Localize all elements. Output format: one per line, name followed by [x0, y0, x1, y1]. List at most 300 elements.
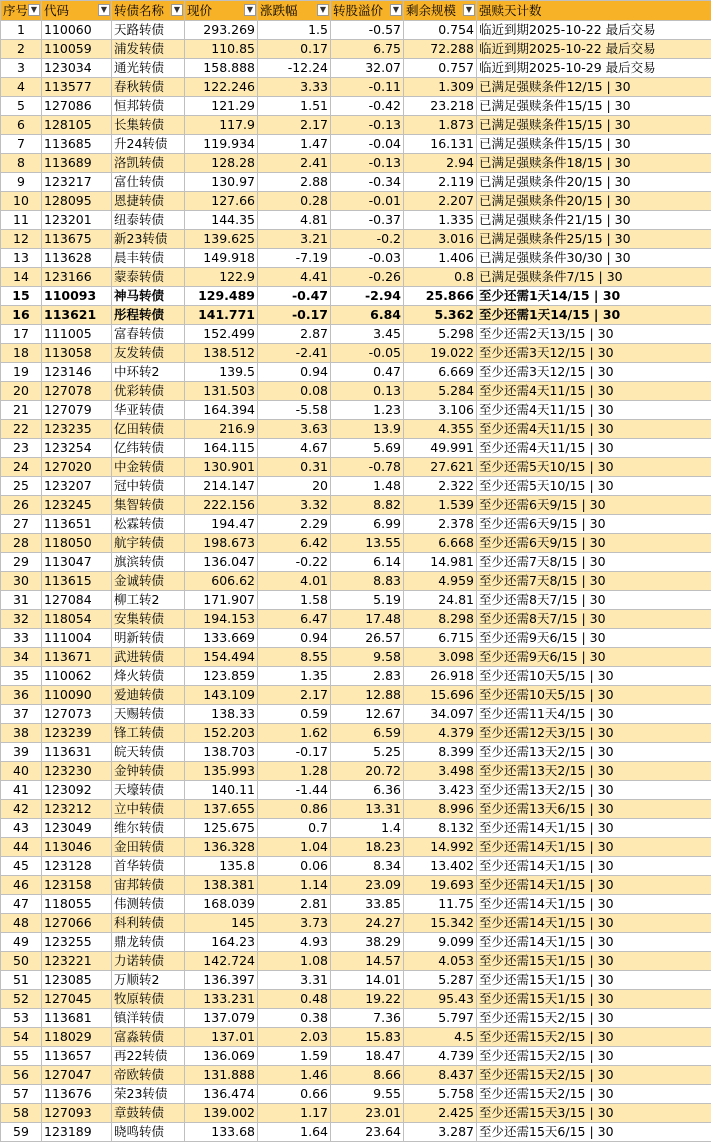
change-pct-cell[interactable]: 3.21 — [258, 230, 331, 249]
premium-pct-cell[interactable]: -0.37 — [331, 211, 404, 230]
premium-pct-cell[interactable]: 6.36 — [331, 781, 404, 800]
table-row[interactable] — [1, 477, 711, 496]
redemption-status-cell[interactable]: 至少还需3天12/15 | 30 — [477, 363, 711, 382]
bond-name-cell[interactable]: 宙邦转债 — [112, 876, 185, 895]
bond-name-cell[interactable]: 优彩转债 — [112, 382, 185, 401]
bond-name-cell[interactable]: 恒邦转债 — [112, 97, 185, 116]
price-cell[interactable]: 127.66 — [185, 192, 258, 211]
bond-code-cell[interactable]: 111005 — [42, 325, 112, 344]
table-row[interactable] — [1, 952, 711, 971]
price-cell[interactable]: 117.9 — [185, 116, 258, 135]
remaining-size-cell[interactable]: 2.94 — [404, 154, 477, 173]
price-cell[interactable]: 122.9 — [185, 268, 258, 287]
change-pct-cell[interactable]: -1.44 — [258, 781, 331, 800]
redemption-status-cell[interactable]: 至少还需14天1/15 | 30 — [477, 914, 711, 933]
bond-name-cell[interactable]: 伟测转债 — [112, 895, 185, 914]
table-row[interactable] — [1, 971, 711, 990]
price-cell[interactable]: 139.002 — [185, 1104, 258, 1123]
price-cell[interactable]: 138.33 — [185, 705, 258, 724]
change-pct-cell[interactable]: 1.17 — [258, 1104, 331, 1123]
table-row[interactable] — [1, 629, 711, 648]
filter-dropdown-icon[interactable]: ▼ — [244, 4, 256, 16]
price-cell[interactable]: 125.675 — [185, 819, 258, 838]
row-index-cell[interactable]: 21 — [1, 401, 42, 420]
table-row[interactable] — [1, 572, 711, 591]
price-cell[interactable]: 143.109 — [185, 686, 258, 705]
bond-code-cell[interactable]: 127079 — [42, 401, 112, 420]
row-index-cell[interactable]: 14 — [1, 268, 42, 287]
redemption-status-cell[interactable]: 临近到期2025-10-29 最后交易 — [477, 59, 711, 78]
bond-code-cell[interactable]: 113689 — [42, 154, 112, 173]
remaining-size-cell[interactable]: 24.81 — [404, 591, 477, 610]
bond-code-cell[interactable]: 123158 — [42, 876, 112, 895]
table-row[interactable] — [1, 59, 711, 78]
redemption-status-cell[interactable]: 至少还需13天2/15 | 30 — [477, 781, 711, 800]
change-pct-cell[interactable]: 1.28 — [258, 762, 331, 781]
table-row[interactable] — [1, 743, 711, 762]
redemption-status-cell[interactable]: 已满足强赎条件18/15 | 30 — [477, 154, 711, 173]
premium-pct-cell[interactable]: 26.57 — [331, 629, 404, 648]
price-cell[interactable]: 164.394 — [185, 401, 258, 420]
remaining-size-cell[interactable]: 8.298 — [404, 610, 477, 629]
remaining-size-cell[interactable]: 4.053 — [404, 952, 477, 971]
premium-pct-cell[interactable]: 3.45 — [331, 325, 404, 344]
bond-code-cell[interactable]: 113615 — [42, 572, 112, 591]
redemption-status-cell[interactable]: 至少还需1天14/15 | 30 — [477, 306, 711, 325]
redemption-status-cell[interactable]: 至少还需15天1/15 | 30 — [477, 990, 711, 1009]
row-index-cell[interactable]: 17 — [1, 325, 42, 344]
premium-pct-cell[interactable]: 18.23 — [331, 838, 404, 857]
bond-code-cell[interactable]: 123201 — [42, 211, 112, 230]
table-row[interactable] — [1, 667, 711, 686]
premium-pct-cell[interactable]: -0.11 — [331, 78, 404, 97]
table-row[interactable] — [1, 1066, 711, 1085]
bond-code-cell[interactable]: 127020 — [42, 458, 112, 477]
row-index-cell[interactable]: 56 — [1, 1066, 42, 1085]
premium-pct-cell[interactable]: -0.01 — [331, 192, 404, 211]
bond-name-cell[interactable]: 镇洋转债 — [112, 1009, 185, 1028]
bond-code-cell[interactable]: 110062 — [42, 667, 112, 686]
remaining-size-cell[interactable]: 3.287 — [404, 1123, 477, 1142]
row-index-cell[interactable]: 47 — [1, 895, 42, 914]
bond-code-cell[interactable]: 123034 — [42, 59, 112, 78]
bond-code-cell[interactable]: 110093 — [42, 287, 112, 306]
change-pct-cell[interactable]: 3.73 — [258, 914, 331, 933]
premium-pct-cell[interactable]: 5.69 — [331, 439, 404, 458]
bond-code-cell[interactable]: 128105 — [42, 116, 112, 135]
row-index-cell[interactable]: 52 — [1, 990, 42, 1009]
price-cell[interactable]: 145 — [185, 914, 258, 933]
row-index-cell[interactable]: 1 — [1, 21, 42, 40]
bond-name-cell[interactable]: 天壕转债 — [112, 781, 185, 800]
filter-dropdown-icon[interactable]: ▼ — [390, 4, 402, 16]
price-cell[interactable]: 216.9 — [185, 420, 258, 439]
change-pct-cell[interactable]: -0.17 — [258, 306, 331, 325]
remaining-size-cell[interactable]: 15.342 — [404, 914, 477, 933]
bond-code-cell[interactable]: 127086 — [42, 97, 112, 116]
price-cell[interactable]: 130.901 — [185, 458, 258, 477]
redemption-status-cell[interactable]: 至少还需3天12/15 | 30 — [477, 344, 711, 363]
change-pct-cell[interactable]: 6.47 — [258, 610, 331, 629]
table-row[interactable] — [1, 363, 711, 382]
row-index-cell[interactable]: 58 — [1, 1104, 42, 1123]
row-index-cell[interactable]: 22 — [1, 420, 42, 439]
premium-pct-cell[interactable]: 13.9 — [331, 420, 404, 439]
change-pct-cell[interactable]: 1.35 — [258, 667, 331, 686]
change-pct-cell[interactable]: 0.94 — [258, 629, 331, 648]
change-pct-cell[interactable]: 20 — [258, 477, 331, 496]
change-pct-cell[interactable]: 0.7 — [258, 819, 331, 838]
redemption-status-cell[interactable]: 至少还需9天6/15 | 30 — [477, 629, 711, 648]
redemption-status-cell[interactable]: 已满足强赎条件7/15 | 30 — [477, 268, 711, 287]
bond-name-cell[interactable]: 蒙泰转债 — [112, 268, 185, 287]
column-header[interactable] — [112, 1, 185, 21]
premium-pct-cell[interactable]: 33.85 — [331, 895, 404, 914]
row-index-cell[interactable]: 54 — [1, 1028, 42, 1047]
bond-code-cell[interactable]: 113685 — [42, 135, 112, 154]
premium-pct-cell[interactable]: 1.4 — [331, 819, 404, 838]
redemption-status-cell[interactable]: 已满足强赎条件15/15 | 30 — [477, 135, 711, 154]
redemption-status-cell[interactable]: 至少还需14天1/15 | 30 — [477, 857, 711, 876]
table-row[interactable] — [1, 933, 711, 952]
change-pct-cell[interactable]: 4.67 — [258, 439, 331, 458]
remaining-size-cell[interactable]: 2.378 — [404, 515, 477, 534]
change-pct-cell[interactable]: 2.17 — [258, 686, 331, 705]
row-index-cell[interactable]: 59 — [1, 1123, 42, 1142]
table-row[interactable] — [1, 173, 711, 192]
price-cell[interactable]: 139.625 — [185, 230, 258, 249]
redemption-status-cell[interactable]: 至少还需15天2/15 | 30 — [477, 1066, 711, 1085]
premium-pct-cell[interactable]: -0.04 — [331, 135, 404, 154]
bond-name-cell[interactable]: 浦发转债 — [112, 40, 185, 59]
table-row[interactable] — [1, 154, 711, 173]
row-index-cell[interactable]: 43 — [1, 819, 42, 838]
table-row[interactable] — [1, 325, 711, 344]
price-cell[interactable]: 136.328 — [185, 838, 258, 857]
remaining-size-cell[interactable]: 1.406 — [404, 249, 477, 268]
row-index-cell[interactable]: 2 — [1, 40, 42, 59]
bond-name-cell[interactable]: 立中转债 — [112, 800, 185, 819]
price-cell[interactable]: 140.11 — [185, 781, 258, 800]
change-pct-cell[interactable]: 1.04 — [258, 838, 331, 857]
redemption-status-cell[interactable]: 至少还需5天10/15 | 30 — [477, 477, 711, 496]
bond-name-cell[interactable]: 富仕转债 — [112, 173, 185, 192]
row-index-cell[interactable]: 42 — [1, 800, 42, 819]
table-row[interactable] — [1, 420, 711, 439]
change-pct-cell[interactable]: 1.08 — [258, 952, 331, 971]
bond-code-cell[interactable]: 123049 — [42, 819, 112, 838]
bond-name-cell[interactable]: 明新转债 — [112, 629, 185, 648]
table-row[interactable] — [1, 382, 711, 401]
redemption-status-cell[interactable]: 至少还需13天2/15 | 30 — [477, 743, 711, 762]
remaining-size-cell[interactable]: 8.437 — [404, 1066, 477, 1085]
bond-name-cell[interactable]: 洛凯转债 — [112, 154, 185, 173]
price-cell[interactable]: 606.62 — [185, 572, 258, 591]
table-row[interactable] — [1, 439, 711, 458]
premium-pct-cell[interactable]: 14.01 — [331, 971, 404, 990]
bond-code-cell[interactable]: 127045 — [42, 990, 112, 1009]
remaining-size-cell[interactable]: 1.539 — [404, 496, 477, 515]
row-index-cell[interactable]: 30 — [1, 572, 42, 591]
table-row[interactable] — [1, 1123, 711, 1142]
remaining-size-cell[interactable]: 5.797 — [404, 1009, 477, 1028]
bond-code-cell[interactable]: 113676 — [42, 1085, 112, 1104]
bond-code-cell[interactable]: 123217 — [42, 173, 112, 192]
change-pct-cell[interactable]: 0.08 — [258, 382, 331, 401]
bond-code-cell[interactable]: 123230 — [42, 762, 112, 781]
table-row[interactable] — [1, 40, 711, 59]
bond-name-cell[interactable]: 松霖转债 — [112, 515, 185, 534]
row-index-cell[interactable]: 27 — [1, 515, 42, 534]
remaining-size-cell[interactable]: 11.75 — [404, 895, 477, 914]
redemption-status-cell[interactable]: 至少还需7天8/15 | 30 — [477, 553, 711, 572]
redemption-status-cell[interactable]: 至少还需7天8/15 | 30 — [477, 572, 711, 591]
remaining-size-cell[interactable]: 1.335 — [404, 211, 477, 230]
redemption-status-cell[interactable]: 至少还需13天6/15 | 30 — [477, 800, 711, 819]
redemption-status-cell[interactable]: 至少还需15天2/15 | 30 — [477, 1009, 711, 1028]
bond-code-cell[interactable]: 113621 — [42, 306, 112, 325]
premium-pct-cell[interactable]: -0.57 — [331, 21, 404, 40]
bond-name-cell[interactable]: 安集转债 — [112, 610, 185, 629]
bond-code-cell[interactable]: 123207 — [42, 477, 112, 496]
bond-name-cell[interactable]: 纽泰转债 — [112, 211, 185, 230]
bond-code-cell[interactable]: 110090 — [42, 686, 112, 705]
remaining-size-cell[interactable]: 4.5 — [404, 1028, 477, 1047]
change-pct-cell[interactable]: -5.58 — [258, 401, 331, 420]
bond-name-cell[interactable]: 升24转债 — [112, 135, 185, 154]
price-cell[interactable]: 171.907 — [185, 591, 258, 610]
premium-pct-cell[interactable]: 0.47 — [331, 363, 404, 382]
remaining-size-cell[interactable]: 6.715 — [404, 629, 477, 648]
redemption-status-cell[interactable]: 至少还需14天1/15 | 30 — [477, 933, 711, 952]
bond-code-cell[interactable]: 113651 — [42, 515, 112, 534]
remaining-size-cell[interactable]: 6.669 — [404, 363, 477, 382]
bond-code-cell[interactable]: 110060 — [42, 21, 112, 40]
redemption-status-cell[interactable]: 至少还需10天5/15 | 30 — [477, 667, 711, 686]
price-cell[interactable]: 135.993 — [185, 762, 258, 781]
remaining-size-cell[interactable]: 34.097 — [404, 705, 477, 724]
change-pct-cell[interactable]: 1.58 — [258, 591, 331, 610]
table-row[interactable] — [1, 192, 711, 211]
table-row[interactable] — [1, 97, 711, 116]
premium-pct-cell[interactable]: 1.23 — [331, 401, 404, 420]
price-cell[interactable]: 136.047 — [185, 553, 258, 572]
price-cell[interactable]: 214.147 — [185, 477, 258, 496]
price-cell[interactable]: 136.474 — [185, 1085, 258, 1104]
remaining-size-cell[interactable]: 25.866 — [404, 287, 477, 306]
price-cell[interactable]: 133.231 — [185, 990, 258, 1009]
bond-code-cell[interactable]: 123146 — [42, 363, 112, 382]
row-index-cell[interactable]: 53 — [1, 1009, 42, 1028]
redemption-status-cell[interactable]: 至少还需5天10/15 | 30 — [477, 458, 711, 477]
change-pct-cell[interactable]: -0.47 — [258, 287, 331, 306]
table-row[interactable] — [1, 1009, 711, 1028]
bond-name-cell[interactable]: 神马转债 — [112, 287, 185, 306]
change-pct-cell[interactable]: 0.59 — [258, 705, 331, 724]
premium-pct-cell[interactable]: 8.66 — [331, 1066, 404, 1085]
bond-code-cell[interactable]: 118055 — [42, 895, 112, 914]
bond-code-cell[interactable]: 123212 — [42, 800, 112, 819]
premium-pct-cell[interactable]: -0.13 — [331, 116, 404, 135]
redemption-status-cell[interactable]: 至少还需4天11/15 | 30 — [477, 382, 711, 401]
table-row[interactable] — [1, 819, 711, 838]
redemption-status-cell[interactable]: 已满足强赎条件15/15 | 30 — [477, 97, 711, 116]
premium-pct-cell[interactable]: -0.78 — [331, 458, 404, 477]
change-pct-cell[interactable]: 2.29 — [258, 515, 331, 534]
change-pct-cell[interactable]: 0.66 — [258, 1085, 331, 1104]
table-row[interactable] — [1, 1047, 711, 1066]
price-cell[interactable]: 131.503 — [185, 382, 258, 401]
premium-pct-cell[interactable]: -2.94 — [331, 287, 404, 306]
premium-pct-cell[interactable]: 13.31 — [331, 800, 404, 819]
remaining-size-cell[interactable]: 26.918 — [404, 667, 477, 686]
row-index-cell[interactable]: 28 — [1, 534, 42, 553]
bond-name-cell[interactable]: 春秋转债 — [112, 78, 185, 97]
filter-dropdown-icon[interactable]: ▼ — [171, 4, 183, 16]
remaining-size-cell[interactable]: 14.992 — [404, 838, 477, 857]
row-index-cell[interactable]: 26 — [1, 496, 42, 515]
premium-pct-cell[interactable]: 38.29 — [331, 933, 404, 952]
bond-name-cell[interactable]: 章鼓转债 — [112, 1104, 185, 1123]
remaining-size-cell[interactable]: 8.132 — [404, 819, 477, 838]
row-index-cell[interactable]: 9 — [1, 173, 42, 192]
row-index-cell[interactable]: 6 — [1, 116, 42, 135]
price-cell[interactable]: 130.97 — [185, 173, 258, 192]
price-cell[interactable]: 138.512 — [185, 344, 258, 363]
premium-pct-cell[interactable]: -0.05 — [331, 344, 404, 363]
bond-name-cell[interactable]: 旗滨转债 — [112, 553, 185, 572]
row-index-cell[interactable]: 16 — [1, 306, 42, 325]
remaining-size-cell[interactable]: 15.696 — [404, 686, 477, 705]
change-pct-cell[interactable]: 0.38 — [258, 1009, 331, 1028]
bond-name-cell[interactable]: 富春转债 — [112, 325, 185, 344]
premium-pct-cell[interactable]: 6.14 — [331, 553, 404, 572]
row-index-cell[interactable]: 51 — [1, 971, 42, 990]
bond-name-cell[interactable]: 通光转债 — [112, 59, 185, 78]
remaining-size-cell[interactable]: 9.099 — [404, 933, 477, 952]
bond-name-cell[interactable]: 柳工转2 — [112, 591, 185, 610]
row-index-cell[interactable]: 8 — [1, 154, 42, 173]
row-index-cell[interactable]: 45 — [1, 857, 42, 876]
price-cell[interactable]: 137.655 — [185, 800, 258, 819]
change-pct-cell[interactable]: 0.86 — [258, 800, 331, 819]
remaining-size-cell[interactable]: 2.119 — [404, 173, 477, 192]
redemption-status-cell[interactable]: 至少还需1天14/15 | 30 — [477, 287, 711, 306]
redemption-status-cell[interactable]: 至少还需15天1/15 | 30 — [477, 971, 711, 990]
row-index-cell[interactable]: 48 — [1, 914, 42, 933]
bond-code-cell[interactable]: 118029 — [42, 1028, 112, 1047]
bond-code-cell[interactable]: 123128 — [42, 857, 112, 876]
change-pct-cell[interactable]: 2.88 — [258, 173, 331, 192]
price-cell[interactable]: 152.499 — [185, 325, 258, 344]
price-cell[interactable]: 141.771 — [185, 306, 258, 325]
price-cell[interactable]: 194.153 — [185, 610, 258, 629]
premium-pct-cell[interactable]: 9.58 — [331, 648, 404, 667]
remaining-size-cell[interactable]: 5.758 — [404, 1085, 477, 1104]
table-row[interactable] — [1, 762, 711, 781]
redemption-status-cell[interactable]: 至少还需8天7/15 | 30 — [477, 610, 711, 629]
bond-code-cell[interactable]: 113681 — [42, 1009, 112, 1028]
table-row[interactable] — [1, 990, 711, 1009]
row-index-cell[interactable]: 23 — [1, 439, 42, 458]
redemption-status-cell[interactable]: 至少还需4天11/15 | 30 — [477, 401, 711, 420]
change-pct-cell[interactable]: 0.94 — [258, 363, 331, 382]
remaining-size-cell[interactable]: 2.322 — [404, 477, 477, 496]
premium-pct-cell[interactable]: 32.07 — [331, 59, 404, 78]
change-pct-cell[interactable]: 1.64 — [258, 1123, 331, 1142]
redemption-status-cell[interactable]: 至少还需13天2/15 | 30 — [477, 762, 711, 781]
remaining-size-cell[interactable]: 1.873 — [404, 116, 477, 135]
redemption-status-cell[interactable]: 至少还需15天3/15 | 30 — [477, 1104, 711, 1123]
change-pct-cell[interactable]: 1.47 — [258, 135, 331, 154]
remaining-size-cell[interactable]: 13.402 — [404, 857, 477, 876]
bond-code-cell[interactable]: 113628 — [42, 249, 112, 268]
premium-pct-cell[interactable]: -0.34 — [331, 173, 404, 192]
remaining-size-cell[interactable]: 2.425 — [404, 1104, 477, 1123]
row-index-cell[interactable]: 12 — [1, 230, 42, 249]
redemption-status-cell[interactable]: 至少还需10天5/15 | 30 — [477, 686, 711, 705]
bond-name-cell[interactable]: 恩捷转债 — [112, 192, 185, 211]
row-index-cell[interactable]: 19 — [1, 363, 42, 382]
bond-name-cell[interactable]: 冠中转债 — [112, 477, 185, 496]
price-cell[interactable]: 128.28 — [185, 154, 258, 173]
change-pct-cell[interactable]: 0.31 — [258, 458, 331, 477]
change-pct-cell[interactable]: 0.17 — [258, 40, 331, 59]
premium-pct-cell[interactable]: 9.55 — [331, 1085, 404, 1104]
table-row[interactable] — [1, 705, 711, 724]
table-row[interactable] — [1, 895, 711, 914]
premium-pct-cell[interactable]: 12.67 — [331, 705, 404, 724]
table-row[interactable] — [1, 648, 711, 667]
bond-code-cell[interactable]: 113058 — [42, 344, 112, 363]
row-index-cell[interactable]: 40 — [1, 762, 42, 781]
price-cell[interactable]: 121.29 — [185, 97, 258, 116]
row-index-cell[interactable]: 55 — [1, 1047, 42, 1066]
change-pct-cell[interactable]: -12.24 — [258, 59, 331, 78]
bond-code-cell[interactable]: 123189 — [42, 1123, 112, 1142]
redemption-status-cell[interactable]: 至少还需14天1/15 | 30 — [477, 838, 711, 857]
premium-pct-cell[interactable]: 0.13 — [331, 382, 404, 401]
column-header[interactable] — [258, 1, 331, 21]
table-row[interactable] — [1, 1085, 711, 1104]
row-index-cell[interactable]: 5 — [1, 97, 42, 116]
redemption-status-cell[interactable]: 已满足强赎条件25/15 | 30 — [477, 230, 711, 249]
premium-pct-cell[interactable]: 23.64 — [331, 1123, 404, 1142]
row-index-cell[interactable]: 25 — [1, 477, 42, 496]
change-pct-cell[interactable]: 1.62 — [258, 724, 331, 743]
table-row[interactable] — [1, 781, 711, 800]
price-cell[interactable]: 138.703 — [185, 743, 258, 762]
premium-pct-cell[interactable]: 6.59 — [331, 724, 404, 743]
table-row[interactable] — [1, 230, 711, 249]
row-index-cell[interactable]: 18 — [1, 344, 42, 363]
table-row[interactable] — [1, 401, 711, 420]
table-row[interactable] — [1, 838, 711, 857]
bond-name-cell[interactable]: 中金转债 — [112, 458, 185, 477]
bond-code-cell[interactable]: 113675 — [42, 230, 112, 249]
price-cell[interactable]: 168.039 — [185, 895, 258, 914]
table-row[interactable] — [1, 686, 711, 705]
row-index-cell[interactable]: 39 — [1, 743, 42, 762]
change-pct-cell[interactable]: 4.01 — [258, 572, 331, 591]
bond-name-cell[interactable]: 武进转债 — [112, 648, 185, 667]
redemption-status-cell[interactable]: 已满足强赎条件15/15 | 30 — [477, 116, 711, 135]
table-row[interactable] — [1, 591, 711, 610]
bond-code-cell[interactable]: 113671 — [42, 648, 112, 667]
bond-code-cell[interactable]: 123239 — [42, 724, 112, 743]
price-cell[interactable]: 136.069 — [185, 1047, 258, 1066]
redemption-status-cell[interactable]: 已满足强赎条件20/15 | 30 — [477, 192, 711, 211]
